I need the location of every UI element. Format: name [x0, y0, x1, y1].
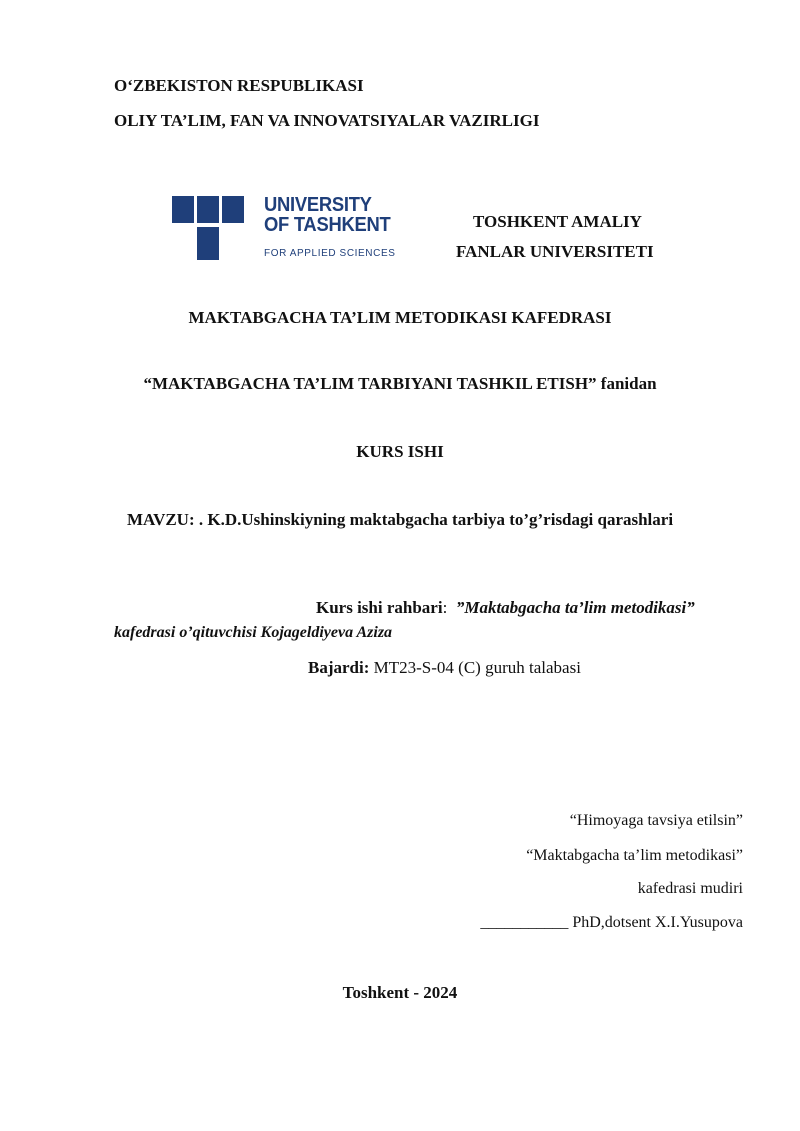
approval-signature-line: [480, 914, 743, 932]
supervisor-colon: :: [442, 598, 448, 617]
supervisor-label: Kurs ishi rahbari: [316, 598, 443, 617]
logo-square-3: [222, 196, 244, 223]
logo-square-2: [197, 196, 219, 223]
signer-name: PhD,dotsent X.I.Yusupova: [572, 914, 743, 931]
performer-line: [308, 658, 581, 678]
performer-group: MT23-S-04 (C) guruh talabasi: [373, 658, 581, 677]
ministry-line-1: O‘ZBEKISTON RESPUBLIKASI: [114, 76, 364, 95]
university-name-line-1: TOSHKENT AMALIY: [473, 212, 642, 231]
logo-text-of-tashkent: OF TASHKENT: [264, 214, 391, 236]
city-year: Toshkent - 2024: [342, 983, 458, 1002]
approval-line-3: kafedrasi mudiri: [637, 880, 743, 897]
approval-line-2: “Maktabgacha ta’lim metodikasi”: [526, 847, 743, 864]
performer-label: Bajardi:: [308, 658, 370, 677]
supervisor-department: ”Maktabgacha ta’lim metodikasi”: [455, 598, 695, 617]
university-name-line-2: FANLAR UNIVERSITETI: [456, 242, 654, 261]
approval-line-1: “Himoyaga tavsiya etilsin”: [569, 812, 743, 829]
logo-text-applied-sciences: FOR APPLIED SCIENCES: [264, 248, 396, 259]
supervisor-line-1: [316, 598, 695, 618]
work-type-title: KURS ISHI: [356, 442, 444, 461]
topic-title: MAVZU: . K.D.Ushinskiyning maktabgacha tarbiya to’g’risdagi qarashlari: [126, 510, 674, 529]
department-title: MAKTABGACHA TA’LIM METODIKASI KAFEDRASI: [188, 308, 612, 327]
supervisor-line-2: kafedrasi o’qituvchisi Kojageldiyeva Aziza: [114, 624, 393, 641]
signature-blank: ___________: [480, 914, 569, 931]
logo-square-1: [172, 196, 194, 223]
subject-title: “MAKTABGACHA TA’LIM TARBIYANI TASHKIL ETISH” fanidan: [143, 374, 657, 393]
logo-square-4: [197, 227, 219, 260]
logo-text-university: UNIVERSITY: [264, 194, 372, 216]
ministry-line-2: OLIY TA’LIM, FAN VA INNOVATSIYALAR VAZIRLIGI: [114, 111, 540, 130]
